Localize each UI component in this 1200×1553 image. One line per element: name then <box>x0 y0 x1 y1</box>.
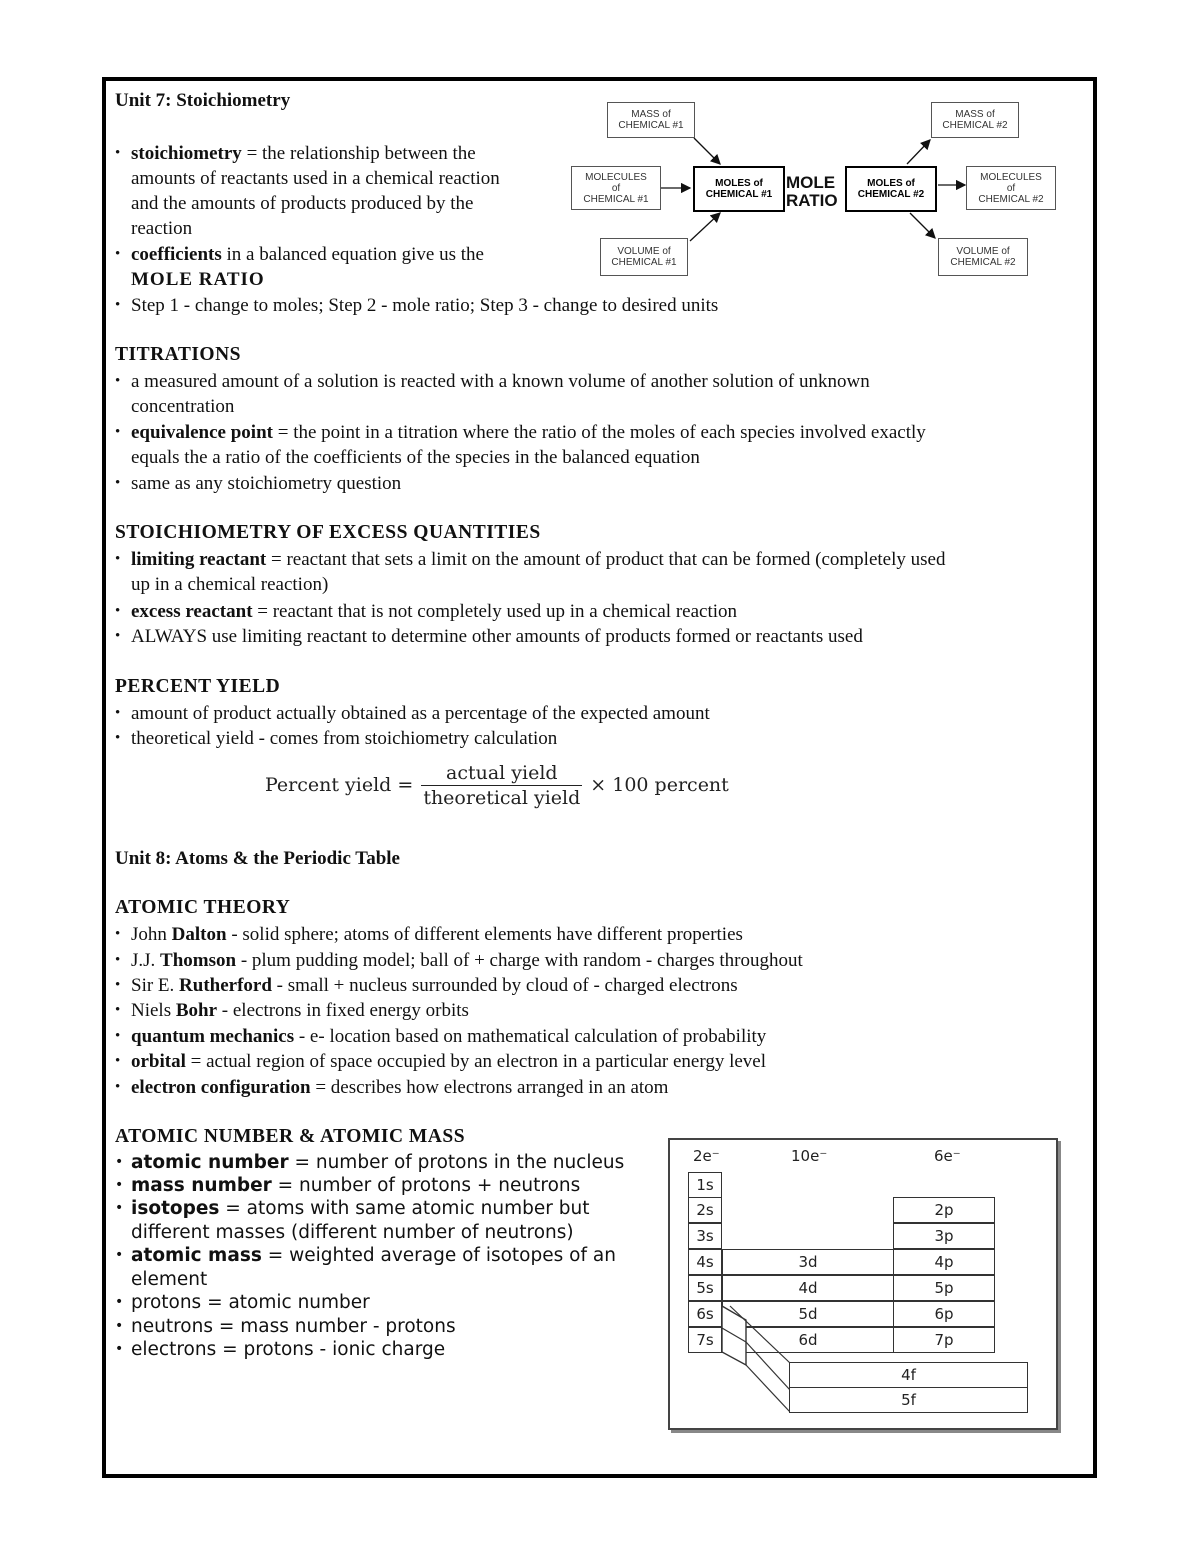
orbital-4f: 4f <box>789 1362 1028 1388</box>
atomic-number-line <box>131 1151 624 1175</box>
stoichiometry-def-2: amounts of reactants used in a chemical reaction <box>131 168 500 189</box>
orbital-4d: 4d <box>722 1275 894 1301</box>
limiting-reactant-def <box>131 547 945 572</box>
d-capacity-label: 10e⁻ <box>791 1147 828 1165</box>
arrow-mass2 <box>907 140 930 164</box>
mass-chemical-2-box: MASS of CHEMICAL #2 <box>931 102 1019 138</box>
orbital-6s: 6s <box>688 1301 722 1327</box>
formula-denominator: theoretical yield <box>423 786 581 809</box>
titration-def-1: • a measured amount of a solution is reacted with a known volume of another solution of unknown <box>131 369 870 394</box>
equivalence-point-def-2: equals the a ratio of the coefficients of the species in the balanced equation <box>131 447 700 468</box>
mole-ratio-text: MOLE RATIO <box>131 269 265 290</box>
definition: - small + nucleus surrounded by cloud of - charged electrons <box>271 975 738 996</box>
neutrons-line: • neutrons = mass number - protons <box>131 1315 456 1339</box>
mole-ratio-top: MOLE <box>786 173 836 192</box>
isotopes-line-2: different masses (different number of neutrons) <box>131 1222 574 1243</box>
volume-chemical-2-box: VOLUME of CHEMICAL #2 <box>938 238 1028 276</box>
arrow-volume2 <box>910 213 935 238</box>
term: atomic mass <box>131 1245 262 1266</box>
electron-config-line <box>131 1075 668 1100</box>
fraction-bar <box>421 785 582 786</box>
orbital-line <box>131 1049 766 1074</box>
term: equivalence point <box>131 422 273 443</box>
orbital-7s: 7s <box>688 1327 722 1353</box>
steps-line: • Step 1 - change to moles; Step 2 - mole ratio; Step 3 - change to desired units <box>131 293 718 318</box>
term: Rutherford <box>179 975 272 996</box>
definition: = weighted average of isotopes of an <box>261 1245 616 1266</box>
p-capacity-label: 6e⁻ <box>934 1147 961 1165</box>
atomic-theory-heading: ATOMIC THEORY <box>115 897 291 918</box>
stoichiometry-def-3: and the amounts of products produced by the <box>131 193 474 214</box>
mole-ratio-label <box>786 174 838 210</box>
term: Thomson <box>160 950 237 971</box>
orbital-6p: 6p <box>893 1301 995 1327</box>
prefix: Sir E. <box>131 975 180 996</box>
always-limiting-line: • ALWAYS use limiting reactant to determine other amounts of products formed or reactants used <box>131 624 863 649</box>
prefix: John <box>131 924 172 945</box>
moles-chemical-2-box: MOLES of CHEMICAL #2 <box>845 166 937 212</box>
orbital-3s: 3s <box>688 1223 722 1249</box>
mass-chemical-1-box: MASS of CHEMICAL #1 <box>607 102 695 138</box>
thomson-line <box>131 948 803 973</box>
definition: = number of protons in the nucleus <box>288 1152 625 1173</box>
atomic-mass-line-2: element <box>131 1269 208 1290</box>
orbital-1s: 1s <box>688 1172 722 1198</box>
term: stoichiometry <box>131 143 242 164</box>
percent-yield-formula <box>265 756 729 814</box>
mole-ratio-bottom: RATIO <box>786 191 838 210</box>
moles-chemical-1-box: MOLES of CHEMICAL #1 <box>693 166 785 212</box>
prefix: Niels <box>131 1000 176 1021</box>
term: quantum mechanics <box>131 1026 295 1047</box>
protons-line: • protons = atomic number <box>131 1291 370 1315</box>
f-block-connector <box>720 1300 800 1415</box>
term: limiting reactant <box>131 549 267 570</box>
excess-heading: STOICHIOMETRY OF EXCESS QUANTITIES <box>115 522 541 543</box>
electrons-line: • electrons = protons - ionic charge <box>131 1338 445 1362</box>
term: orbital <box>131 1051 186 1072</box>
term: atomic number <box>131 1152 289 1173</box>
limiting-reactant-def-2: up in a chemical reaction) <box>131 574 329 595</box>
s-capacity-label: 2e⁻ <box>693 1147 720 1165</box>
term: electron configuration <box>131 1077 311 1098</box>
orbital-5d: 5d <box>722 1301 894 1327</box>
definition: = reactant that is not completely used up in a chemical reaction <box>252 601 737 622</box>
formula-left: Percent yield = <box>265 774 414 796</box>
definition: - plum pudding model; ball of + charge with random - charges throughout <box>236 950 803 971</box>
prefix: J.J. <box>131 950 161 971</box>
titration-def-1b: concentration <box>131 396 235 417</box>
definition: = atoms with same atomic number but <box>219 1198 590 1219</box>
dalton-line <box>131 922 743 947</box>
definition: = number of protons + neutrons <box>271 1175 581 1196</box>
definition: = describes how electrons arranged in an atom <box>310 1077 669 1098</box>
term: Bohr <box>175 1000 218 1021</box>
equivalence-point-def <box>131 420 926 445</box>
definition: - solid sphere; atoms of different elements have different properties <box>226 924 743 945</box>
quantum-line <box>131 1024 766 1049</box>
molecules-chemical-2-box: MOLECULES of CHEMICAL #2 <box>966 166 1056 210</box>
definition: = the relationship between the <box>241 143 476 164</box>
bohr-line <box>131 998 469 1023</box>
stoichiometry-def <box>131 141 476 166</box>
formula-fraction <box>421 762 582 809</box>
definition: - electrons in fixed energy orbits <box>217 1000 469 1021</box>
definition: = actual region of space occupied by an electron in a particular energy level <box>185 1051 766 1072</box>
stoichiometry-def-4: reaction <box>131 218 193 239</box>
orbital-5s: 5s <box>688 1275 722 1301</box>
orbital-4p: 4p <box>893 1249 995 1275</box>
orbital-3p: 3p <box>893 1223 995 1249</box>
arrow-mass1 <box>694 138 720 164</box>
atomic-number-heading: ATOMIC NUMBER & ATOMIC MASS <box>115 1126 466 1147</box>
formula-numerator: actual yield <box>446 761 558 784</box>
mass-number-line <box>131 1174 580 1198</box>
orbital-3d: 3d <box>722 1249 894 1275</box>
definition: = reactant that sets a limit on the amount of product that can be formed (completely used <box>266 549 946 570</box>
term: Dalton <box>171 924 227 945</box>
coefficients-def <box>131 242 484 267</box>
orbital-2p: 2p <box>893 1197 995 1223</box>
titration-def-3: • same as any stoichiometry question <box>131 471 401 496</box>
titrations-heading: TITRATIONS <box>115 344 242 365</box>
orbital-7p: 7p <box>893 1327 995 1353</box>
molecules-chemical-1-box: MOLECULES of CHEMICAL #1 <box>571 166 661 210</box>
arrow-volume1 <box>690 213 720 241</box>
atomic-mass-line <box>131 1244 616 1268</box>
term: isotopes <box>131 1198 220 1219</box>
formula-right: × 100 percent <box>590 774 729 796</box>
volume-chemical-1-box: VOLUME of CHEMICAL #1 <box>600 238 688 276</box>
definition: - e- location based on mathematical calculation of probability <box>294 1026 767 1047</box>
percent-yield-heading: PERCENT YIELD <box>115 676 281 697</box>
percent-yield-def-1: • amount of product actually obtained as a percentage of the expected amount <box>131 701 710 726</box>
term: mass number <box>131 1175 272 1196</box>
term: excess reactant <box>131 601 253 622</box>
definition: = the point in a titration where the ratio of the moles of each species involved exactly <box>272 422 926 443</box>
unit7-title: Unit 7: Stoichiometry <box>115 90 291 111</box>
unit8-title: Unit 8: Atoms & the Periodic Table <box>115 848 400 869</box>
term: coefficients <box>131 244 222 265</box>
definition: in a balanced equation give us the <box>221 244 484 265</box>
orbital-5p: 5p <box>893 1275 995 1301</box>
orbital-5f: 5f <box>789 1387 1028 1413</box>
rutherford-line <box>131 973 738 998</box>
orbital-4s: 4s <box>688 1249 722 1275</box>
excess-reactant-def <box>131 599 737 624</box>
orbital-2s: 2s <box>688 1197 722 1223</box>
orbital-6d: 6d <box>722 1327 894 1353</box>
percent-yield-def-2: • theoretical yield - comes from stoichiometry calculation <box>131 726 557 751</box>
isotopes-line <box>131 1197 589 1221</box>
